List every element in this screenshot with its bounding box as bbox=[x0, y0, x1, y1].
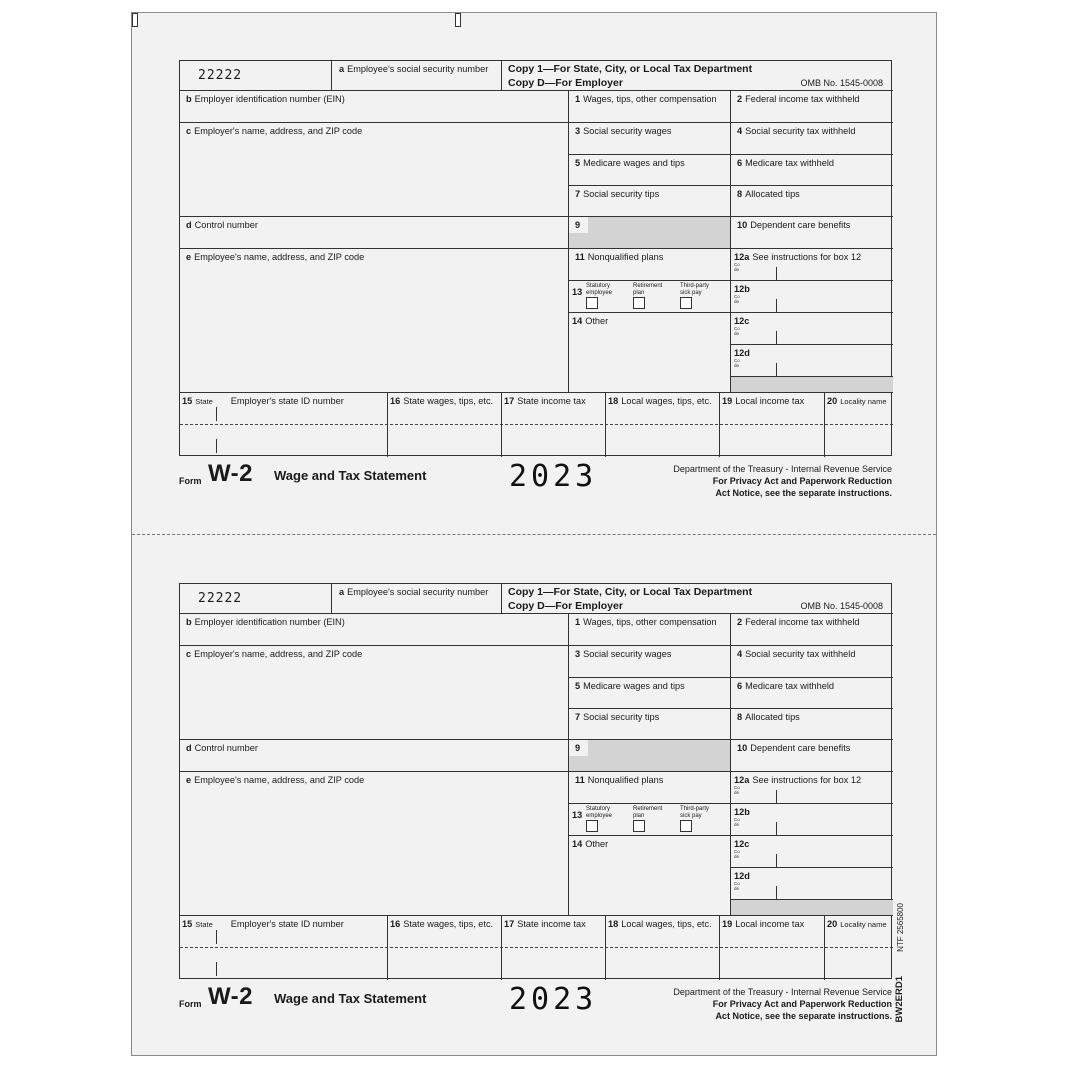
box-12c[interactable]: 12c Code bbox=[731, 313, 893, 345]
box-1[interactable]: 1 Wages, tips, other compensation bbox=[569, 91, 731, 123]
box-13: 13 Statutory employee Retirement plan Third-party sick pay bbox=[569, 281, 731, 313]
ssn-box[interactable]: a Employee's social security number bbox=[332, 584, 502, 614]
box-18[interactable]: 18 Local wages, tips, etc. bbox=[606, 393, 720, 457]
w2-form bbox=[179, 60, 892, 512]
control-void-box[interactable] bbox=[180, 61, 332, 91]
box-1-label: Wages, tips, other compensation bbox=[583, 617, 717, 627]
code-divider bbox=[776, 267, 777, 281]
code-label: Code bbox=[734, 849, 740, 859]
box-7[interactable]: 7 Social security tips bbox=[569, 709, 731, 740]
box-9: 9 bbox=[569, 217, 731, 249]
box-2[interactable]: 2 Federal income tax withheld bbox=[731, 91, 893, 123]
box-5[interactable]: 5 Medicare wages and tips bbox=[569, 678, 731, 709]
control-number-code: 22222 bbox=[198, 591, 243, 606]
tax-year: 2023 bbox=[509, 459, 598, 494]
code-label: Code bbox=[734, 817, 740, 827]
form-title: Wage and Tax Statement bbox=[274, 468, 427, 483]
state-divider bbox=[216, 407, 217, 421]
box-12b[interactable]: 12b Code bbox=[731, 804, 893, 836]
box-12a[interactable]: 12a See instructions for box 12 Code bbox=[731, 249, 893, 281]
box-14[interactable]: 14 Other bbox=[569, 836, 731, 916]
employer-label: Employer's name, address, and ZIP code bbox=[194, 126, 363, 136]
box-2-label: Federal income tax withheld bbox=[745, 94, 860, 104]
box-19[interactable]: 19 Local income tax bbox=[720, 393, 825, 457]
box-c-employer[interactable]: c Employer's name, address, and ZIP code bbox=[180, 646, 569, 740]
code-label: Code bbox=[734, 262, 740, 272]
box-10[interactable]: 10 Dependent care benefits bbox=[731, 740, 893, 772]
form-footer bbox=[179, 981, 892, 1035]
statutory-employee-checkbox[interactable] bbox=[586, 820, 598, 832]
box-16[interactable]: 16 State wages, tips, etc. bbox=[388, 393, 502, 457]
privacy-line-2: Act Notice, see the separate instructions. bbox=[715, 488, 892, 498]
box-3[interactable]: 3 Social security wages bbox=[569, 646, 731, 678]
code-divider bbox=[776, 331, 777, 345]
box-8[interactable]: 8 Allocated tips bbox=[731, 186, 893, 217]
box-4[interactable]: 4 Social security tax withheld bbox=[731, 646, 893, 678]
form-code-bw: BW2ERD1 bbox=[894, 976, 905, 1023]
box-15-state[interactable]: 15 State Employer's state ID number bbox=[180, 916, 388, 980]
irs-notice bbox=[673, 986, 892, 1022]
alignment-mark bbox=[455, 13, 461, 27]
box-b-ein[interactable]: b Employer identification number (EIN) bbox=[180, 614, 569, 646]
box-d-control[interactable]: d Control number bbox=[180, 217, 569, 249]
code-label: Code bbox=[734, 294, 740, 304]
form-name: W-2 bbox=[208, 460, 254, 487]
box-6[interactable]: 6 Medicare tax withheld bbox=[731, 678, 893, 709]
box-1-label: Wages, tips, other compensation bbox=[583, 94, 717, 104]
form-word: Form bbox=[179, 476, 202, 486]
privacy-line-1: For Privacy Act and Paperwork Reduction bbox=[712, 999, 892, 1009]
box-e-employee[interactable]: e Employee's name, address, and ZIP code bbox=[180, 772, 569, 916]
ein-label: Employer identification number (EIN) bbox=[194, 617, 345, 627]
code-divider bbox=[776, 790, 777, 804]
privacy-line-1: For Privacy Act and Paperwork Reduction bbox=[712, 476, 892, 486]
box-11[interactable]: 11 Nonqualified plans bbox=[569, 249, 731, 281]
box-12d[interactable]: 12d Code bbox=[731, 868, 893, 900]
box-c-employer[interactable]: c Employer's name, address, and ZIP code bbox=[180, 123, 569, 217]
copy-title-1: Copy 1—For State, City, or Local Tax Department bbox=[508, 63, 753, 75]
omb-number: OMB No. 1545-0008 bbox=[800, 601, 883, 611]
copy-title-1: Copy 1—For State, City, or Local Tax Department bbox=[508, 586, 753, 598]
box-b-ein[interactable]: b Employer identification number (EIN) bbox=[180, 91, 569, 123]
box-8[interactable]: 8 Allocated tips bbox=[731, 709, 893, 740]
retirement-plan-checkbox[interactable] bbox=[633, 297, 645, 309]
box-17[interactable]: 17 State income tax bbox=[502, 393, 606, 457]
irs-notice bbox=[673, 463, 892, 499]
box-11[interactable]: 11 Nonqualified plans bbox=[569, 772, 731, 804]
copy-header bbox=[502, 61, 893, 91]
state-local-row bbox=[180, 393, 893, 457]
code-label: Code bbox=[734, 881, 740, 891]
employer-label: Employer's name, address, and ZIP code bbox=[194, 649, 363, 659]
form-code-ntf: NTF 2565800 bbox=[896, 903, 905, 952]
box-17[interactable]: 17 State income tax bbox=[502, 916, 606, 980]
code-label: Code bbox=[734, 358, 740, 368]
ein-label: Employer identification number (EIN) bbox=[194, 94, 345, 104]
code-divider bbox=[776, 822, 777, 836]
box-2-label: Federal income tax withheld bbox=[745, 617, 860, 627]
box-13: 13 Statutory employee Retirement plan Third-party sick pay bbox=[569, 804, 731, 836]
retirement-plan-checkbox[interactable] bbox=[633, 820, 645, 832]
omb-number: OMB No. 1545-0008 bbox=[800, 78, 883, 88]
code-divider bbox=[776, 854, 777, 868]
box-e-employee[interactable]: e Employee's name, address, and ZIP code bbox=[180, 249, 569, 393]
ssn-label: Employee's social security number bbox=[347, 64, 489, 74]
state-divider bbox=[216, 930, 217, 944]
box-20[interactable]: 20 Locality name bbox=[827, 919, 887, 929]
copy-title-2: Copy D—For Employer bbox=[508, 600, 623, 612]
box-15-state[interactable]: 15 State Employer's state ID number bbox=[180, 393, 388, 457]
third-party-sick-pay-checkbox[interactable] bbox=[680, 297, 692, 309]
box-12-shaded bbox=[731, 900, 893, 916]
ssn-box[interactable]: a Employee's social security number bbox=[332, 61, 502, 91]
box-4[interactable]: 4 Social security tax withheld bbox=[731, 123, 893, 155]
form-name: W-2 bbox=[208, 983, 254, 1010]
form-title: Wage and Tax Statement bbox=[274, 991, 427, 1006]
box-7[interactable]: 7 Social security tips bbox=[569, 186, 731, 217]
code-label: Code bbox=[734, 326, 740, 336]
statutory-employee-checkbox[interactable] bbox=[586, 297, 598, 309]
department-line: Department of the Treasury - Internal Revenue Service bbox=[673, 464, 892, 474]
code-divider bbox=[776, 299, 777, 313]
form-footer bbox=[179, 458, 892, 512]
box-3[interactable]: 3 Social security wages bbox=[569, 123, 731, 155]
w2-form bbox=[179, 583, 892, 1035]
ssn-label: Employee's social security number bbox=[347, 587, 489, 597]
department-line: Department of the Treasury - Internal Revenue Service bbox=[673, 987, 892, 997]
box-6[interactable]: 6 Medicare tax withheld bbox=[731, 155, 893, 186]
copy-title-2: Copy D—For Employer bbox=[508, 77, 623, 89]
box-12c[interactable]: 12c Code bbox=[731, 836, 893, 868]
box-18[interactable]: 18 Local wages, tips, etc. bbox=[606, 916, 720, 980]
box-2[interactable]: 2 Federal income tax withheld bbox=[731, 614, 893, 646]
control-void-box[interactable] bbox=[180, 584, 332, 614]
box-12b[interactable]: 12b Code bbox=[731, 281, 893, 313]
third-party-sick-pay-checkbox[interactable] bbox=[680, 820, 692, 832]
box-12a[interactable]: 12a See instructions for box 12 Code bbox=[731, 772, 893, 804]
copy-header bbox=[502, 584, 893, 614]
box-14[interactable]: 14 Other bbox=[569, 313, 731, 393]
box-d-control[interactable]: d Control number bbox=[180, 740, 569, 772]
code-divider bbox=[776, 886, 777, 900]
alignment-mark bbox=[132, 13, 138, 27]
form-word: Form bbox=[179, 999, 202, 1009]
state-local-row bbox=[180, 916, 893, 980]
box-12d[interactable]: 12d Code bbox=[731, 345, 893, 377]
perforation-line bbox=[132, 534, 936, 535]
box-12-shaded bbox=[731, 377, 893, 393]
box-10[interactable]: 10 Dependent care benefits bbox=[731, 217, 893, 249]
state-divider bbox=[216, 439, 217, 453]
w2-grid bbox=[179, 583, 892, 979]
box-5[interactable]: 5 Medicare wages and tips bbox=[569, 155, 731, 186]
code-divider bbox=[776, 363, 777, 377]
code-label: Code bbox=[734, 785, 740, 795]
box-1[interactable]: 1 Wages, tips, other compensation bbox=[569, 614, 731, 646]
box-9: 9 bbox=[569, 740, 731, 772]
box-19[interactable]: 19 Local income tax bbox=[720, 916, 825, 980]
tax-year: 2023 bbox=[509, 982, 598, 1017]
control-number-code: 22222 bbox=[198, 68, 243, 83]
state-divider bbox=[216, 962, 217, 976]
privacy-line-2: Act Notice, see the separate instructions. bbox=[715, 1011, 892, 1021]
box-20[interactable]: 20 Locality name bbox=[827, 396, 887, 406]
w2-grid bbox=[179, 60, 892, 456]
box-16[interactable]: 16 State wages, tips, etc. bbox=[388, 916, 502, 980]
